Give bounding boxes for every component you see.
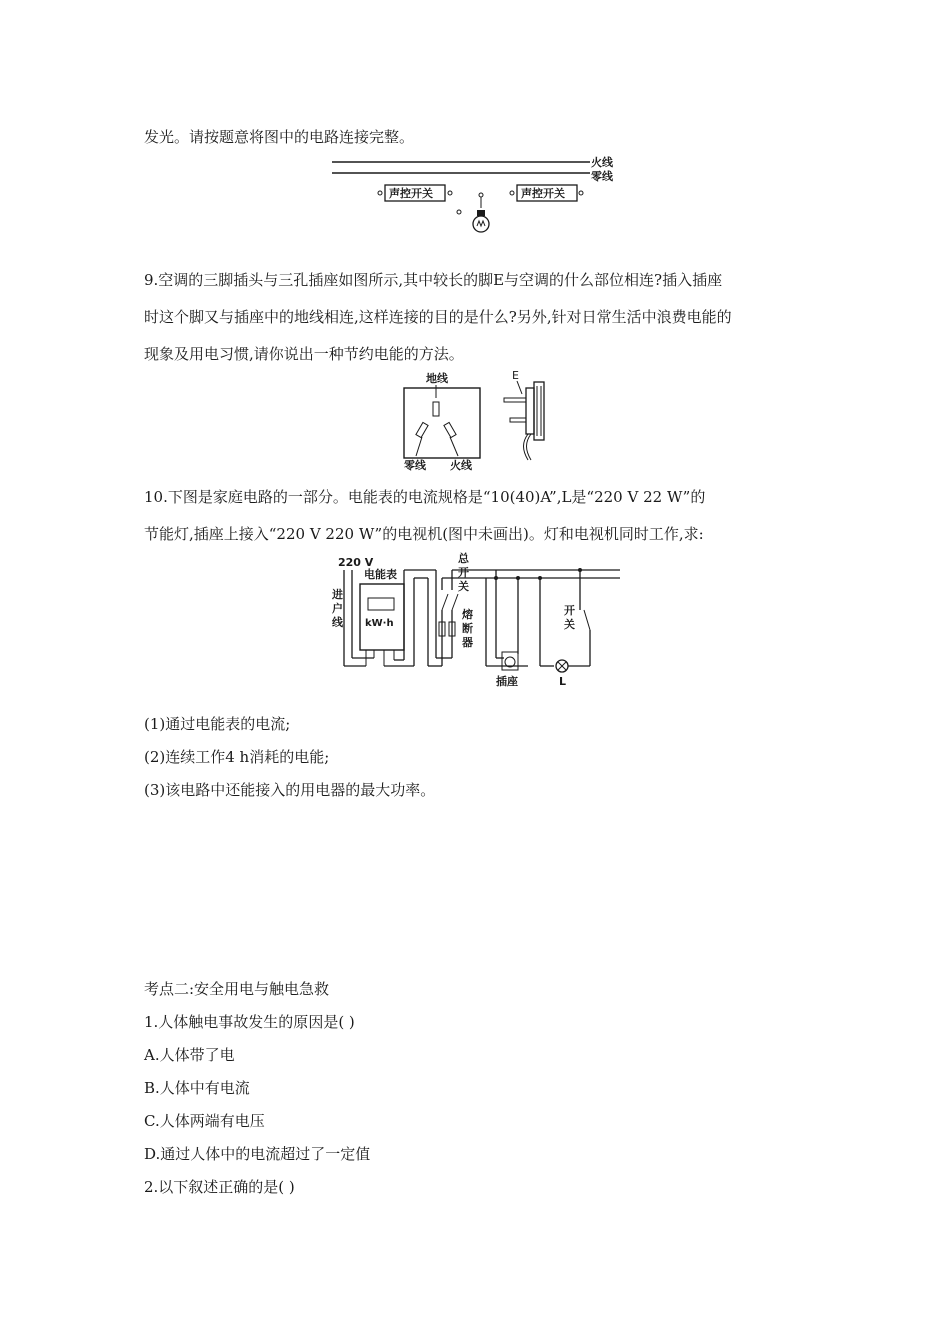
q9-line3: 现象及用电习惯,请你说出一种节约电能的方法。	[144, 345, 464, 363]
q10-sub2: (2)连续工作4 h消耗的电能;	[144, 748, 330, 766]
s2-q1-option-c: C.人体两端有电压	[144, 1112, 265, 1130]
ground-label: 地线	[426, 372, 448, 385]
q10-sub3: (3)该电路中还能接入的用电器的最大功率。	[144, 781, 436, 799]
main-switch-char-3: 关	[458, 580, 469, 593]
s2-q1-option-a: A.人体带了电	[144, 1046, 235, 1064]
voltage-label: 220 V	[338, 556, 374, 569]
figure-socket-plug	[398, 368, 558, 474]
sound-switch-1-label: 声控开关	[389, 187, 433, 200]
inlet-char-1: 进	[332, 588, 343, 601]
main-switch-char-1: 总	[458, 552, 469, 565]
s2-q2: 2.以下叙述正确的是( )	[144, 1178, 295, 1196]
bulb-icon	[473, 210, 489, 232]
pin-e-label: E	[512, 369, 519, 382]
q8-text: 发光。请按题意将图中的电路连接完整。	[144, 128, 415, 146]
section2-heading: 考点二:安全用电与触电急救	[144, 980, 330, 998]
fuse-char-1: 熔	[462, 608, 473, 621]
lamp-label: L	[559, 675, 567, 688]
inlet-char-2: 户	[332, 602, 343, 615]
neutral-label: 零线	[591, 170, 613, 183]
switch-char-2: 关	[564, 618, 575, 631]
live-label: 火线	[450, 459, 472, 472]
meter-unit: kW·h	[365, 618, 394, 629]
sound-switch-2-label: 声控开关	[521, 187, 565, 200]
plug-icon	[504, 382, 544, 460]
fuse-char-2: 断	[462, 622, 473, 635]
s2-q1-option-b: B.人体中有电流	[144, 1079, 250, 1097]
energy-meter	[360, 584, 404, 650]
q10-line1: 10.下图是家庭电路的一部分。电能表的电流规格是“10(40)A”,L是“220 V 22 W”的	[144, 488, 706, 506]
q9-line1: 9.空调的三脚插头与三孔插座如图所示,其中较长的脚E与空调的什么部位相连?插入插座	[144, 271, 723, 289]
meter-label: 电能表	[364, 568, 397, 581]
s2-q1-option-d: D.通过人体中的电流超过了一定值	[144, 1145, 371, 1163]
q10-sub1: (1)通过电能表的电流;	[144, 715, 291, 733]
neutral-label: 零线	[404, 459, 426, 472]
ground-hole	[433, 402, 439, 416]
socket-label: 插座	[496, 675, 518, 688]
live-label: 火线	[591, 156, 613, 169]
main-switch-char-2: 开	[458, 566, 469, 579]
neutral-hole	[416, 422, 428, 437]
switch-char-1: 开	[564, 604, 575, 617]
socket-face	[404, 388, 480, 458]
figure-household-circuit	[328, 550, 628, 690]
figure-sound-switch-circuit	[328, 152, 628, 238]
s2-q1: 1.人体触电事故发生的原因是( )	[144, 1013, 355, 1031]
lamp-icon	[556, 660, 568, 672]
live-hole	[444, 422, 456, 437]
q9-line2: 时这个脚又与插座中的地线相连,这样连接的目的是什么?另外,针对日常生活中浪费电能的	[144, 308, 732, 326]
q10-line2: 节能灯,插座上接入“220 V 220 W”的电视机(图中未画出)。灯和电视机同时工作,求:	[144, 525, 704, 543]
inlet-char-3: 线	[332, 616, 343, 629]
fuse-char-3: 器	[462, 636, 473, 649]
